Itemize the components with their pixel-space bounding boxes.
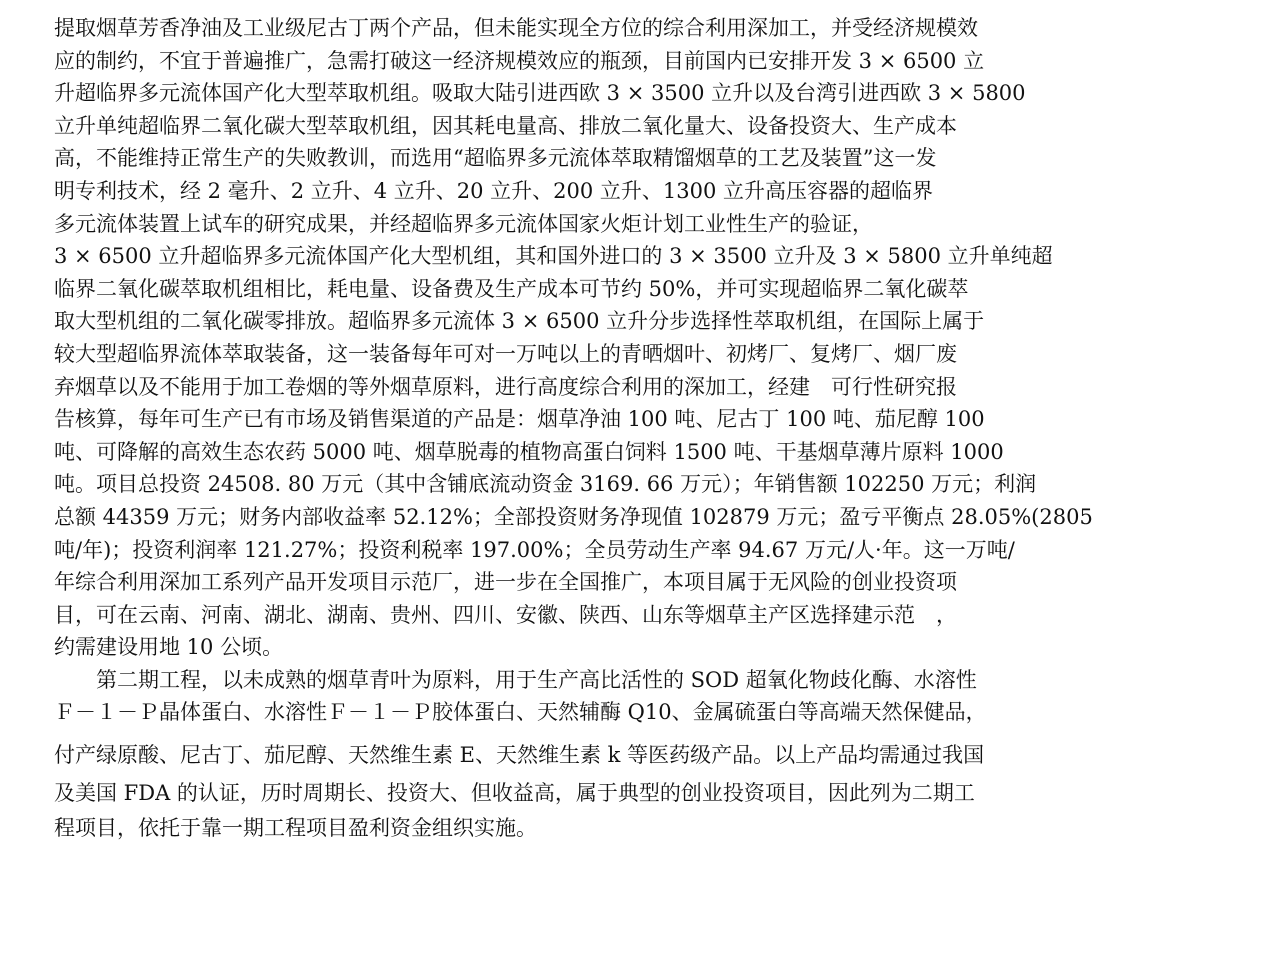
text-line: 提取烟草芳香净油及工业级尼古丁两个产品，但未能实现全方位的综合利用深加工，并受经济规模效 <box>54 16 978 40</box>
text-line: 立升单纯超临界二氧化碳大型萃取机组，因其耗电量高、排放二氧化量大、设备投资大、生产成本 <box>54 113 957 138</box>
text-line: 第二期工程，以未成熟的烟草青叶为原料，用于生产高比活性的 SOD 超氧化物歧化酶、水溶性 <box>96 667 977 692</box>
text-line: 付产绿原酸、尼古丁、茄尼醇、天然维生素 E、天然维生素 k 等医药级产品。以上产品均需通过我国 <box>54 743 985 768</box>
text-line: 年综合利用深加工系列产品开发项目示范厂，进一步在全国推广，本项目属于无风险的创业投资项 <box>54 570 957 595</box>
text-line: 程项目，依托于靠一期工程项目盈利资金组织实施。 <box>54 816 537 841</box>
text-line: 多元流体装置上试车的研究成果，并经超临界多元流体国家火炬计划工业性生产的验证， <box>54 211 873 236</box>
text-line: 升超临界多元流体国产化大型萃取机组。吸取大陆引进西欧 3 × 3500 立升以及台湾引进西欧 3 × 5800 <box>54 81 1026 106</box>
text-line: 临界二氧化碳萃取机组相比，耗电量、设备费及生产成本可节约 50%，并可实现超临界二氧化碳萃 <box>54 276 969 301</box>
text-line: 取大型机组的二氧化碳零排放。超临界多元流体 3 × 6500 立升分步选择性萃取机组，在国际上属于 <box>54 309 985 334</box>
text-line: 告核算，每年可生产已有市场及销售渠道的产品是：烟草净油 100 吨、尼古丁 100 吨、茄尼醇 100 <box>54 407 985 432</box>
text-line: 明专利技术，经 2 毫升、2 立升、4 立升、20 立升、200 立升、1300 立升高压容器的超临界 <box>54 178 934 203</box>
text-line: Ｆ－１－Ｐ晶体蛋白、水溶性Ｆ－１－Ｐ胶体蛋白、天然辅酶 Q10、金属硫蛋白等高端天然保健品， <box>54 700 987 725</box>
text-line: 应的制约，不宜于普遍推广，急需打破这一经济规模效应的瓶颈，目前国内已安排开发 3 × 6500 立 <box>54 48 985 73</box>
paragraph-phase-one <box>54 12 1248 664</box>
line-spacer <box>54 729 1248 736</box>
text-line: 吨、可降解的高效生态农药 5000 吨、烟草脱毒的植物高蛋白饲料 1500 吨、干基烟草薄片原料 1000 <box>54 439 1004 464</box>
text-line: 弃烟草以及不能用于加工卷烟的等外烟草原料，进行高度综合利用的深加工，经建 可行性研究报 <box>54 374 957 399</box>
text-line: 吨/年)；投资利润率 121.27%；投资利税率 197.00%；全员劳动生产率 94.67 万元/人·年。这一万吨/ <box>54 537 1015 562</box>
text-line: 高，不能维持正常生产的失败教训，而选用“超临界多元流体萃取精馏烟草的工艺及装置”这一发 <box>54 146 937 171</box>
text-line: 约需建设用地 10 公顷。 <box>54 635 284 660</box>
text-line: 目，可在云南、河南、湖北、湖南、贵州、四川、安徽、陕西、山东等烟草主产区选择建示范 ， <box>54 602 957 627</box>
text-line: 3 × 6500 立升超临界多元流体国产化大型机组，其和国外进口的 3 × 3500 立升及 3 × 5800 立升单纯超 <box>54 244 1053 269</box>
text-line: 及美国 FDA 的认证，历时周期长、投资大、但收益高，属于典型的创业投资项目，因此列为二期工 <box>54 781 975 806</box>
paragraph-phase-two <box>54 664 1248 845</box>
text-line: 吨。项目总投资 24508. 80 万元（其中含铺底流动资金 3169. 66 万元）；年销售额 102250 万元；利润 <box>54 472 1037 497</box>
document-page <box>54 12 1248 845</box>
text-line: 总额 44359 万元；财务内部收益率 52.12%；全部投资财务净现值 102879 万元；盈亏平衡点 28.05%(2805 <box>54 504 1093 529</box>
text-line: 较大型超临界流体萃取装备，这一装备每年可对一万吨以上的青晒烟叶、初烤厂、复烤厂、烟厂废 <box>54 341 957 366</box>
